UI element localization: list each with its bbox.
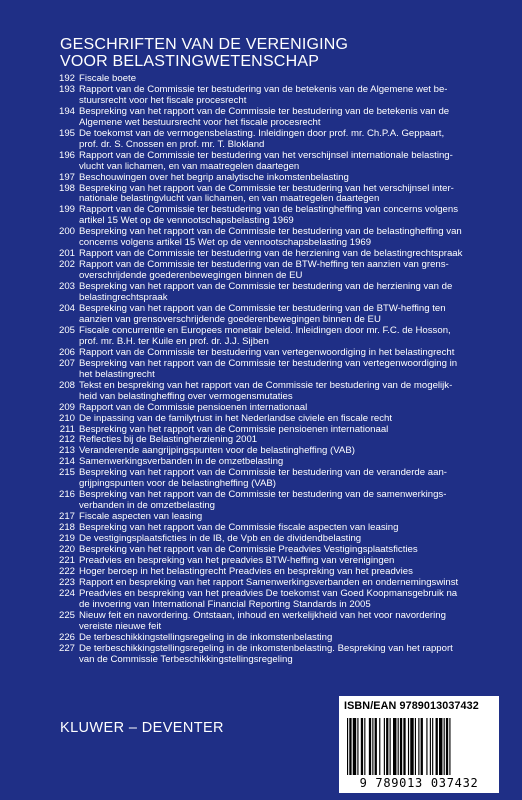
publication-number: 220 [58,543,75,555]
barcode-bar [398,718,399,775]
barcode-bar [375,718,377,775]
publication-title [79,403,508,414]
publication-title-line: Bespreking van het rapport van de Commissie ter bestudering van de herziening van de [79,281,453,293]
barcode-bar [364,718,365,775]
publication-title [79,304,508,326]
publication-title-line: Rapport van de Commissie ter bestudering van de BTW-heffing ten aanzien van grens- [79,259,449,271]
barcode-bar [421,718,423,775]
list-item [48,227,508,249]
list-item [48,633,508,644]
publication-number: 226 [58,631,75,643]
publication-title-line: De toekomst van de vermogensbelasting. Inleidingen door prof. mr. Ch.P.A. Geppaart, [79,127,445,139]
publication-title-line: overschrijdende goederenbewegingen binnen de EU [79,270,303,282]
publication-number: 212 [58,434,75,446]
publication-number: 207 [58,357,75,369]
list-item [48,326,508,348]
publication-number: 200 [58,226,75,238]
series-title-line-1: GESCHRIFTEN VAN DE VERENIGING [60,36,349,53]
publication-title-line: Bespreking van het rapport van de Commissie ter bestudering van het verschijnsel inter- [79,182,454,194]
publication-number: 199 [58,204,75,216]
publication-title [79,184,508,206]
publication-title-line: Fiscale boete [79,73,137,84]
barcode-bar [390,718,391,775]
publication-title-line: Bespreking van het rapport van de Commissie ter bestudering van de betekenis van de [79,105,450,117]
barcode-bar [432,718,433,775]
publication-title-line: Bespreking van het rapport van de Commissie fiscale aspecten van leasing [79,522,399,534]
barcode-bar [384,718,385,775]
list-item [48,184,508,206]
publication-title-line: van de Commissie Terbeschikkingstellingsregeling [79,653,293,665]
publication-title-line: Preadvies en bespreking van het preadvies BTW-heffing van verenigingen [79,554,395,566]
publisher-imprint: KLUWER – DEVENTER [60,720,224,736]
publication-title [79,326,508,348]
list-item [48,129,508,151]
publication-number: 208 [58,379,75,391]
publication-title-line: Rapport van de Commissie ter bestudering van vertegenwoordiging in het belastingrecht [79,346,455,358]
list-item [48,304,508,326]
publication-title-line: Rapport en bespreking van het rapport Samenwerkingsverbanden en ondernemingswinst [79,576,459,588]
publication-title-line: nationale belastingvlucht van lichamen, en van maatregelen daartegen [79,193,380,205]
publication-title [79,151,508,173]
publication-title-line: Fiscale aspecten van leasing [79,511,203,523]
publication-title-line: Tekst en bespreking van het rapport van de Commissie ter bestudering van de mogelijk- [79,379,453,391]
publication-title [79,129,508,151]
publication-number: 196 [58,149,75,161]
publication-title-line: aanzien van grensoverschrijdende goederenbewegingen binnen de EU [79,313,381,325]
publication-title-line: heid van belastingheffing over vermogensmutaties [79,390,293,402]
publication-title-line: vereiste nieuwe feit [79,620,162,632]
list-item [48,260,508,282]
series-title-line-2: VOOR BELASTINGWETENSCHAP [60,53,320,70]
list-item [48,381,508,403]
publication-title-line: Rapport van de Commissie ter bestudering van het verschijnsel internationale belasting- [79,149,453,161]
publication-title-line: De terbeschikkingstellingsregeling in de inkomstenbelasting. Bespreking van het rapport [79,642,453,654]
list-item [48,151,508,173]
publication-title [79,107,508,129]
barcode-bar [430,718,431,775]
publication-title-line: De inpassing van de familytrust in het Nederlandse civiele en fiscale recht [79,412,393,424]
publication-title [79,260,508,282]
barcode-bar [393,718,396,775]
barcode-bar [410,718,413,775]
publication-title-line: belastingrechtspraak [79,292,168,304]
publication-title-line: Nieuw feit en navordering. Ontstaan, inhoud en werkelijkheid van het voor navordering [79,609,446,621]
publication-title-line: grijpingspunten voor de belastingheffing (VAB) [79,478,276,490]
publication-number: 193 [58,83,75,95]
publication-title [79,227,508,249]
publication-number: 227 [58,642,75,654]
publication-number: 202 [58,259,75,271]
publication-title [79,644,508,666]
publication-number: 222 [58,565,75,577]
publication-number: 203 [58,281,75,293]
barcode-bar [444,718,445,775]
publication-title [79,611,508,633]
publication-title [79,468,508,490]
publication-number: 205 [58,324,75,336]
publication-number: 217 [58,511,75,523]
publication-title-line: Veranderende aangrijpingspunten voor de belastingheffing (VAB) [79,445,355,457]
publication-title-line: Beschouwingen over het begrip analytische inkomstenbelasting [79,171,349,183]
publication-number: 206 [58,346,75,358]
publication-number: 204 [58,303,75,315]
barcode-bar [400,718,402,775]
barcode-bar [418,718,419,775]
publication-number: 197 [58,171,75,183]
publication-number: 215 [58,467,75,479]
barcode-bar [347,718,348,775]
publication-title-line: Rapport van de Commissie ter bestudering van de betekenis van de Algemene wet be- [79,83,448,95]
publication-number: 201 [58,248,75,260]
publication-title-line: vlucht van lichamen, en van maatregelen daartegen [79,160,300,172]
publication-title [79,205,508,227]
publication-title [79,85,508,107]
barcode-bar [436,718,438,775]
publication-title-line: Bespreking van het rapport van de Commissie pensioenen internationaal [79,423,389,435]
publication-title-line: Bespreking van het rapport van de Commissie ter bestudering van de belastingheffing van [79,226,462,238]
barcode-panel [339,696,499,793]
list-item [48,359,508,381]
publication-title-line: Bespreking van het rapport van de Commissie ter bestudering van vertegenwoordiging in [79,357,458,369]
publication-number: 198 [58,182,75,194]
publication-title-line: prof. dr. S. Cnossen en prof. mr. T. Blokland [79,138,265,150]
barcode-bar [415,718,416,775]
list-item [48,205,508,227]
publication-title-line: Bespreking van het rapport van de Commissie ter bestudering van de samenwerkings- [79,489,447,501]
barcode-bar [349,718,351,775]
list-item [48,173,508,184]
publication-title-line: verbanden in de omzetbelasting [79,500,216,512]
publication-title [79,173,508,184]
publication-title-line: Bespreking van het rapport van de Commissie Preadvies Vestigingsplaatsficties [79,543,418,555]
publication-title [79,490,508,512]
isbn-label: ISBN/EAN 9789013037432 [344,700,479,712]
publication-title-line: Bespreking van het rapport van de Commissie ter bestudering van de BTW-heffing ten [79,303,446,315]
publication-number: 225 [58,609,75,621]
publication-number: 218 [58,522,75,534]
publication-title-line: Preadvies en bespreking van het preadvies De toekomst van Goed Koopmansgebruik na [79,587,458,599]
publication-number: 221 [58,554,75,566]
list-item [48,107,508,129]
publication-title [79,589,508,611]
barcode-digits: 9 789013 037432 [359,776,479,790]
publication-title-line: Algemene wet bestuursrecht voor het fiscale procesrecht [79,116,321,128]
publication-title-line: concerns volgens artikel 15 Wet op de vennootschapsbelasting 1969 [79,237,372,249]
barcode-bar [369,718,371,775]
barcode-bar [403,718,405,775]
publication-list [48,74,508,665]
list-item [48,644,508,666]
publication-title [79,359,508,381]
list-item [48,589,508,611]
publication-number: 223 [58,576,75,588]
barcode-bar [361,718,363,775]
barcode-bar [357,718,358,775]
publication-title [79,633,508,644]
publication-number: 214 [58,456,75,468]
publication-number: 219 [58,533,75,545]
publication-title-line: Fiscale concurrentie en Europees monetair beleid. Inleidingen door mr. F.C. de Hosson, [79,324,451,336]
publication-number: 209 [58,401,75,413]
list-item [48,611,508,633]
list-item [48,403,508,414]
publication-number: 213 [58,445,75,457]
publication-title-line: prof. mr. B.H. ter Kuile en prof. dr. J.J. Sijben [79,335,269,347]
list-item [48,414,508,425]
barcode-bar [353,718,356,775]
publication-title-line: Rapport van de Commissie ter bestudering van de herziening van de belastingrechtspraak [79,248,463,260]
publication-title-line: Samenwerkingsverbanden in de omzetbelasting [79,456,284,468]
barcode-bar [408,718,409,775]
barcode-bar [439,718,442,775]
publication-number: 192 [58,73,75,84]
publication-title-line: stuursrecht voor het fiscale procesrecht [79,94,247,106]
publication-title [79,414,508,425]
publication-title [79,282,508,304]
list-item [48,85,508,107]
publication-number: 210 [58,412,75,424]
publication-title-line: de invoering van International Financial Reporting Standards in 2005 [79,598,371,610]
publication-title-line: Reflecties bij de Belastingherziening 2001 [79,434,258,446]
publication-title [79,381,508,403]
publication-title-line: het belastingrecht [79,368,155,380]
publication-number: 224 [58,587,75,599]
publication-title-line: Rapport van de Commissie pensioenen internationaal [79,401,308,413]
publication-number: 195 [58,127,75,139]
publication-number: 216 [58,489,75,501]
publication-title-line: De terbeschikkingstellingsregeling in de inkomstenbelasting [79,631,333,643]
publication-title-line: Rapport van de Commissie ter bestudering van de belastingheffing van concerns volgens [79,204,458,216]
barcode-bar [379,718,380,775]
barcode-bar [386,718,388,775]
publication-title-line: artikel 15 Wet op de vennootschapsbelasting 1969 [79,215,294,227]
list-item [48,490,508,512]
series-title [60,36,500,70]
publication-number: 194 [58,105,75,117]
barcode-bar [446,718,448,775]
barcode-bar [372,718,373,775]
publication-title-line: De vestigingsplaatsficties in de IB, de Vpb en de dividendbelasting [79,533,362,545]
list-item [48,282,508,304]
list-item [48,468,508,490]
publication-title-line: Hoger beroep in het belastingrecht Preadvies en bespreking van het preadvies [79,565,413,577]
barcode-bar [449,718,450,775]
barcode-bar [426,718,427,775]
publication-number: 211 [59,423,75,435]
publication-title-line: Bespreking van het rapport van de Commissie ter bestudering van de veranderde aan- [79,467,447,479]
